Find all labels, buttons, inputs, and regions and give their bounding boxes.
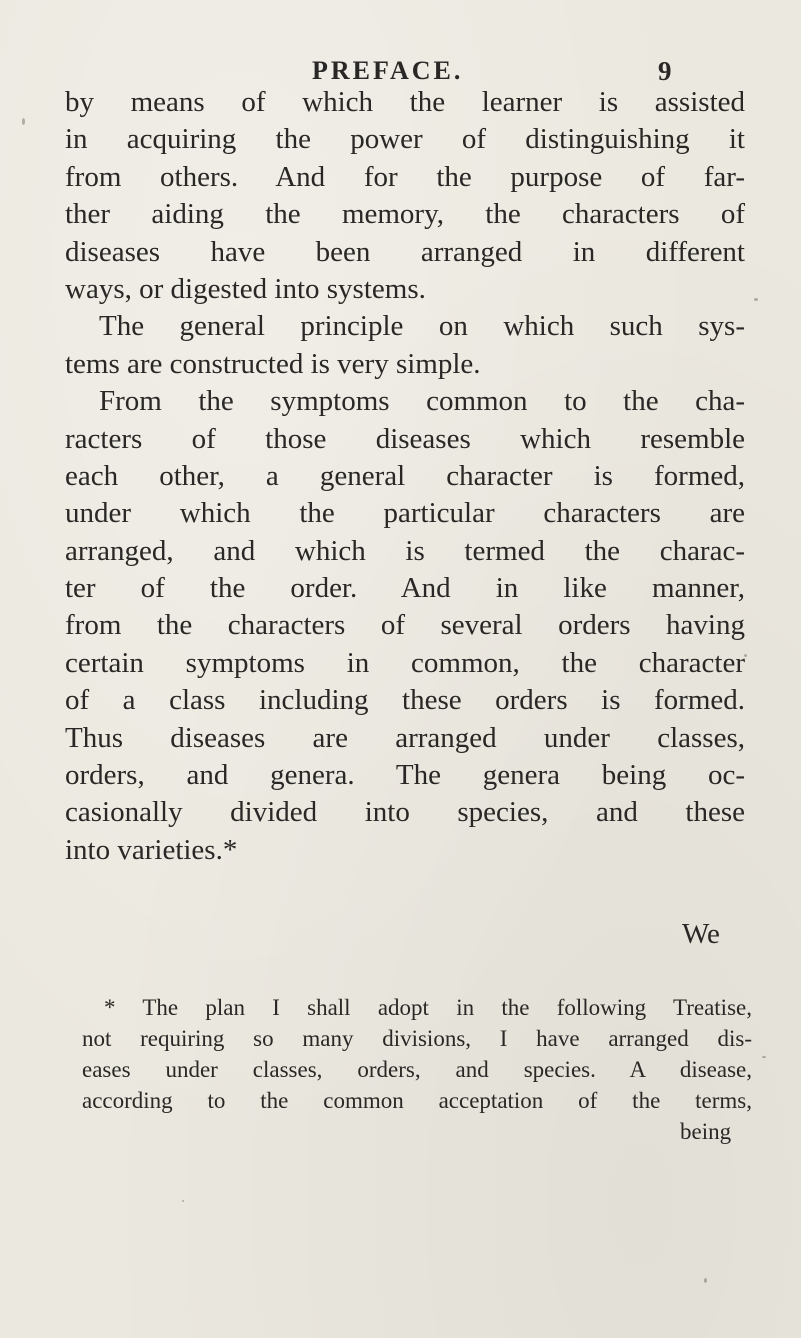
footnote-catchword: being: [680, 1119, 732, 1144]
footnote-line: according to the common acceptation of the terms,: [82, 1088, 752, 1113]
text-line: ways, or digested into systems.: [65, 272, 426, 305]
footnote-line: eases under classes, orders, and species. A disease,: [82, 1057, 752, 1082]
text-line: from others. And for the purpose of far-: [65, 160, 745, 193]
text-line: The general principle on which such sys-: [99, 310, 745, 343]
text-line: tems are constructed is very simple.: [65, 347, 481, 380]
catchword: We: [682, 918, 720, 950]
text-line: certain symptoms in common, the character: [65, 646, 745, 679]
footnote-line: * The plan I shall adopt in the following Treatise,: [104, 995, 752, 1020]
text-line: casionally divided into species, and these: [65, 796, 745, 829]
text-line: from the characters of several orders having: [65, 609, 745, 642]
text-line: arranged, and which is termed the charac-: [65, 534, 745, 567]
text-line: ter of the order. And in like manner,: [65, 572, 745, 605]
page-header: [0, 52, 801, 88]
paper-speck: [182, 1200, 184, 1202]
paper-speck: [762, 1056, 766, 1058]
text-line: From the symptoms common to the cha-: [99, 385, 745, 418]
running-title: PREFACE.: [312, 56, 464, 85]
text-line: in acquiring the power of distinguishing it: [65, 123, 745, 156]
paper-speck: [22, 118, 25, 125]
text-line: Thus diseases are arranged under classes,: [65, 721, 745, 754]
text-line: of a class including these orders is formed.: [65, 684, 745, 717]
text-line: ther aiding the memory, the characters of: [65, 198, 745, 231]
paper-speck: [754, 298, 758, 301]
body-text: [65, 84, 745, 869]
text-line: orders, and genera. The genera being oc-: [65, 759, 745, 792]
footnote: [82, 992, 752, 1116]
text-line: diseases have been arranged in different: [65, 235, 745, 268]
text-line: under which the particular characters are: [65, 497, 745, 530]
paper-speck: [744, 654, 747, 657]
text-line: into varieties.*: [65, 833, 238, 866]
text-line: each other, a general character is formed,: [65, 459, 745, 492]
text-line: racters of those diseases which resemble: [65, 422, 745, 455]
paper-speck: [704, 1278, 707, 1283]
page-number: 9: [658, 56, 672, 86]
footnote-line: not requiring so many divisions, I have arranged dis-: [82, 1026, 752, 1051]
text-line: by means of which the learner is assisted: [65, 86, 745, 118]
